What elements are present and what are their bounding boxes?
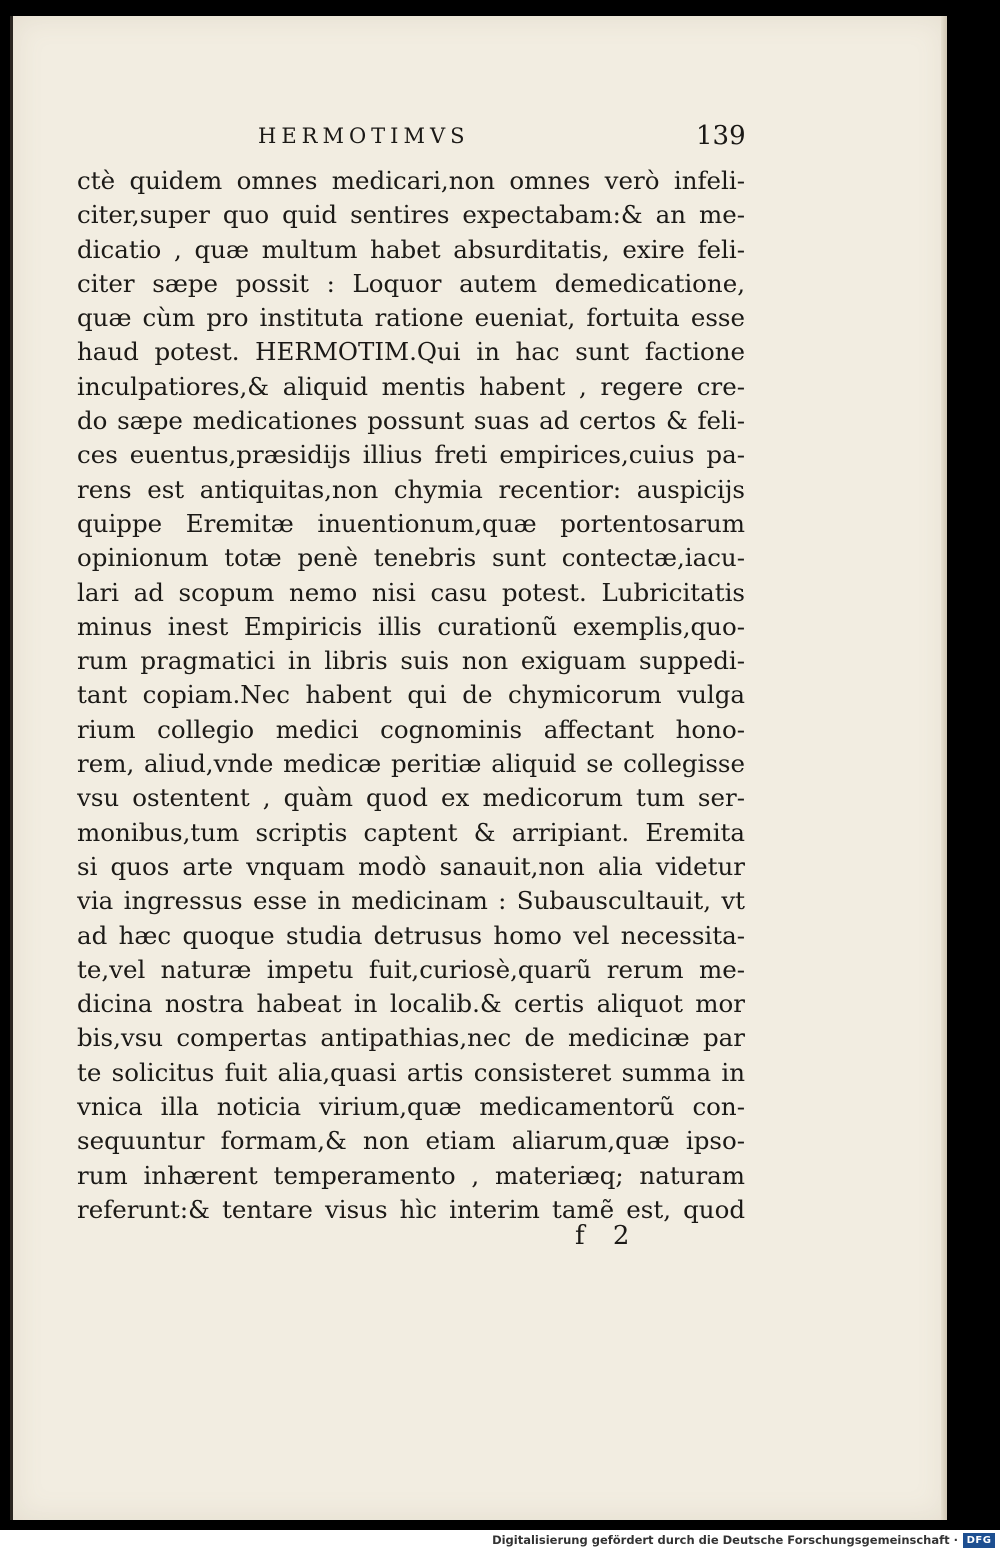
text-line: do sæpe medicationes possunt suas ad certos & feli- (77, 406, 745, 436)
text-line: quippe Eremitæ inuentionum,quæ portentosarum (77, 508, 745, 538)
text-line: te,vel naturæ impetu fuit,curiosè,quarũ rerum me- (77, 954, 745, 984)
dfg-logo: DFG (963, 1533, 995, 1548)
text-line: rens est antiquitas,non chymia recentior: auspicijs (77, 474, 745, 504)
text-line: si quos arte vnquam modò sanauit,non alia videtur (77, 851, 745, 881)
body-text (77, 164, 745, 1227)
text-line: dicina nostra habeat in localib.& certis aliquot mor (77, 989, 745, 1019)
text-line: rium collegio medici cognominis affectant hono- (77, 714, 745, 744)
text-line: rum inhærent temperamento , materiæq; naturam (77, 1160, 745, 1190)
text-line: vsu ostentent , quàm quod ex medicorum tum ser- (77, 783, 745, 813)
footer-bar (0, 1530, 1000, 1552)
text-line: quæ cùm pro instituta ratione eueniat, fortuita esse (77, 303, 745, 333)
page-number: 139 (696, 121, 746, 151)
text-line: sequuntur formam,& non etiam aliarum,quæ ipso- (77, 1126, 745, 1156)
text-line: rem, aliud,vnde medicæ peritiæ aliquid se collegisse (77, 749, 745, 779)
text-line: monibus,tum scriptis captent & arripiant. Eremita (77, 817, 745, 847)
text-line: ces euentus,præsidijs illius freti empirices,cuius pa- (77, 440, 745, 470)
running-head: HERMOTIMVS (258, 124, 470, 148)
text-line: vnica illa noticia virium,quæ medicamentorũ con- (77, 1092, 745, 1122)
book-page (10, 16, 947, 1520)
text-line: citer,super quo quid sentires expectabam:& an me- (77, 200, 745, 230)
text-line: opinionum totæ penè tenebris sunt contectæ,iacu- (77, 543, 745, 573)
text-line: via ingressus esse in medicinam : Subauscultauit, vt (77, 886, 745, 916)
text-line: rum pragmatici in libris suis non exiguam suppedi- (77, 646, 745, 676)
text-line: haud potest. HERMOTIM.Qui in hac sunt factione (77, 337, 745, 367)
signature-mark: f 2 (575, 1221, 640, 1251)
text-line: tant copiam.Nec habent qui de chymicorum vulga (77, 680, 745, 710)
page-edge (941, 16, 947, 1520)
text-line: ad hæc quoque studia detrusus homo vel necessita- (77, 920, 745, 950)
text-line: inculpatiores,& aliquid mentis habent , regere cre- (77, 371, 745, 401)
text-line: citer sæpe possit : Loquor autem demedicatione, (77, 268, 745, 298)
text-line: minus inest Empiricis illis curationũ exemplis,quo- (77, 611, 745, 641)
text-line: referunt:& tentare visus hìc interim tamẽ est, quod (77, 1194, 745, 1224)
text-line: lari ad scopum nemo nisi casu potest. Lubricitatis (77, 577, 745, 607)
text-line: bis,vsu compertas antipathias,nec de medicinæ par (77, 1023, 745, 1053)
funding-credit: Digitalisierung gefördert durch die Deutsche Forschungsgemeinschaft · (492, 1533, 958, 1547)
text-line: ctè quidem omnes medicari,non omnes verò infeli- (77, 166, 745, 195)
text-line: te solicitus fuit alia,quasi artis consisteret summa in (77, 1057, 745, 1087)
text-line: dicatio , quæ multum habet absurditatis, exire feli- (77, 234, 745, 264)
